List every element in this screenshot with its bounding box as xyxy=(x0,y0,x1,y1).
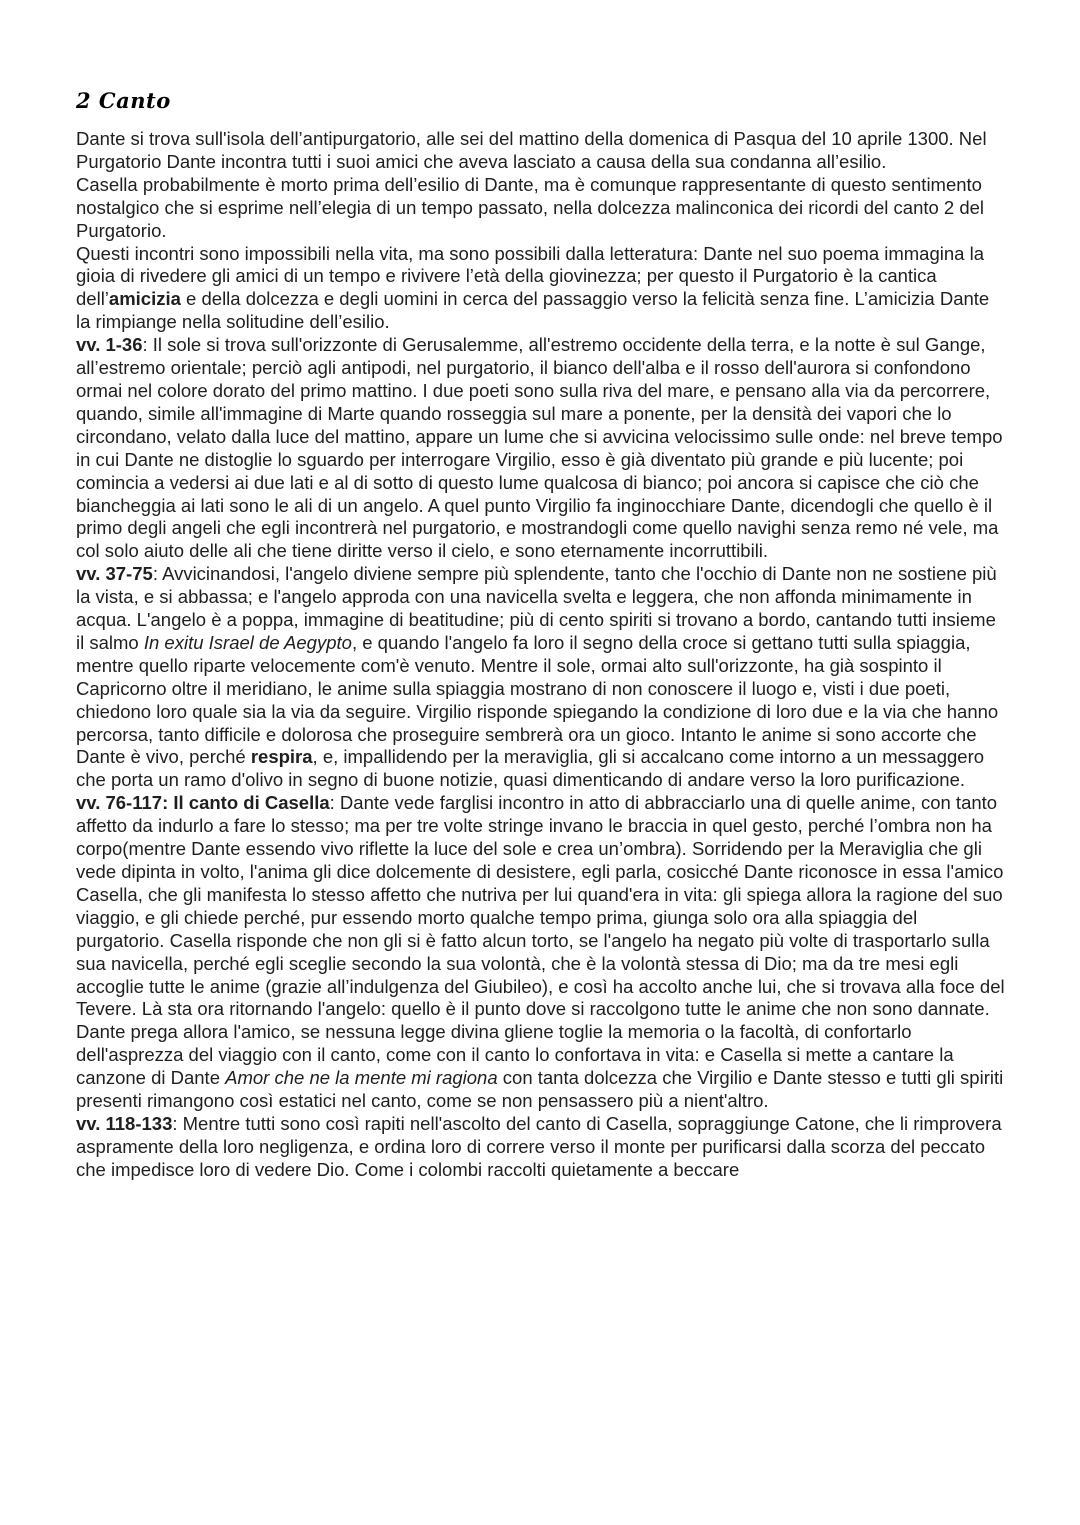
page-title: 2 Canto xyxy=(76,88,171,113)
text-run: , e quando l'angelo fa loro il segno della croce si gettano tutti sulla spiaggia, mentre quello riparte velocemente com'è venuto. Mentre il sole, ormai alto sull'orizzonte, ha già sospinto il Capricorno oltre il meridiano, le anime sulla spiaggia mostrano di non conoscere il luogo e, visti i due poeti, chiedono loro quale sia la via da seguire. Virgilio risponde spiegando la condizione di loro due e la via che hanno percorsa, tanto difficile e dolorosa che proseguire sembrerà ora un gioco. Intanto le anime si sono accorte che Dante è vivo, perché xyxy=(76,631,1004,768)
text-run: : Avvicinandosi, l'angelo diviene sempre più splendente, tanto che l'occhio di Dante non ne sostiene più la vista, e si abbassa; e l'angelo approda con una navicella svelta e leggera, che non affonda minimamente in acqua. L'angelo è a poppa, immagine di beatitudine; più di cento spiriti si trovano a bordo, cantando tutti insieme il salmo xyxy=(76,563,1002,653)
text-run: vv. 118-133 xyxy=(76,1112,173,1134)
paragraph xyxy=(76,128,1007,174)
text-run: , e, impallidendo per la meraviglia, gli si accalcano come intorno a un messaggero che porta un ramo d'olivo in segno di buone notizie, quasi dimenticando di andare verso la loro purificazione. xyxy=(76,746,990,791)
paragraph xyxy=(76,563,1007,792)
text-run: Questi incontri sono impossibili nella vita, ma sono possibili dalla letteratura: Dante nel suo poema immagina la gioia di rivedere gli amici di un tempo e rivivere l’età della giovinezza; per questo il Purgatorio è la cantica dell’ xyxy=(76,242,990,310)
paragraph xyxy=(76,243,1007,335)
text-run: respira xyxy=(250,746,313,768)
text-run: vv. 76-117: Il canto di Casella xyxy=(76,792,330,814)
paragraph xyxy=(76,174,1007,243)
document-body xyxy=(76,128,1010,1182)
text-run: vv. 1-36 xyxy=(76,334,143,356)
text-run: : Dante vede farglisi incontro in atto di abbracciarlo una di quelle anime, con tanto affetto da indurlo a fare lo stesso; ma per tre volte stringe invano le braccia in quel gesto, perché l’ombra non ha corpo(mentre Dante essendo vivo riflette la luce del sole e crea un’ombra). Sorridendo per la Meraviglia che gli vede dipinta in volto, l'anima gli dice dolcemente di desistere, egli parla, cosicché Dante riconosce in essa l'amico Casella, che gli manifesta lo stesso affetto che nutriva per lui quand'era in vita: gli spiega allora la ragione del suo viaggio, e gli chiede perché, pur essendo morto qualche tempo prima, giunga solo ora alla spiaggia del purgatorio. Casella risponde che non gli si è fatto alcun torto, se l'angelo ha negato più volte di trasportarlo sulla sua navicella, perché egli sceglie secondo la sua volontà, che è la volontà stessa di Dio; ma da tre mesi egli accoglie tutte le anime (grazie all’indulgenza del Giubileo), e così ha accolto anche lui, che si trovava alla foce del Tevere. Là sta ora ritornando l'angelo: quello è il punto dove si raccolgono tutte le anime che non sono dannate. Dante prega allora l'amico, se nessuna legge divina gliene toglie la memoria o la facoltà, di confortarlo dell'asprezza del viaggio con il canto, come con il canto lo confortava in vita: e Casella si mette a cantare la canzone di Dante xyxy=(76,792,1010,1089)
text-run: : Mentre tutti sono così rapiti nell'ascolto del canto di Casella, sopraggiunge Catone, che li rimprovera aspramente della loro negligenza, e ordina loro di correre verso il monte per purificarsi dalla scorza del peccato che impedisce loro di vedere Dio. Come i colombi raccolti quietamente a beccare xyxy=(76,1112,1007,1180)
text-run: Dante si trova sull'isola dell’antipurgatorio, alle sei del mattino della domenica di Pasqua del 10 aprile 1300. Nel Purgatorio Dante incontra tutti i suoi amici che aveva lasciato a causa della sua condanna all’esilio. xyxy=(76,128,992,172)
paragraph xyxy=(76,1113,1007,1182)
text-run: Amor che ne la mente mi ragiona xyxy=(225,1067,498,1089)
text-run: e della dolcezza e degli uomini in cerca del passaggio verso la felicità senza fine. L’amicizia Dante la rimpiange nella solitudine dell’esilio. xyxy=(76,288,995,333)
text-run: : Il sole si trova sull'orizzonte di Gerusalemme, all'estremo occidente della terra, e la notte è sul Gange, all’estremo orientale; perciò agli antipodi, nel purgatorio, il bianco dell'alba e il rosso dell'aurora si confondono ormai nel colore dorato del primo mattino. I due poeti sono sulla riva del mare, e pensano alla via da percorrere, quando, simile all'immagine di Marte quando rosseggia sul mare a ponente, per la densità dei vapori che lo circondano, velato dalla luce del mattino, appare un lume che si avvicina velocissimo sulle onde: nel breve tempo in cui Dante ne distoglie lo sguardo per interrogare Virgilio, esso è già diventato più grande e più lucente; poi comincia a vedersi ai due lati e al di sotto di questo lume qualcosa di bianco; poi ancora si capisce che ciò che biancheggia ai lati sono le ali di un angelo. A quel punto Virgilio fa inginocchiare Dante, dicendogli che quello è il primo degli angeli che egli incontrerà nel purgatorio, e mostrandogli come quello navighi senza remo né vele, ma col solo aiuto delle ali che tiene diritte verso il cielo, e sono eternamente incorruttibili. xyxy=(76,334,1008,562)
text-run: Casella probabilmente è morto prima dell’esilio di Dante, ma è comunque rappresentante di questo sentimento nostalgico che si esprime nell’elegia di un tempo passato, nella dolcezza malinconica dei ricordi del canto 2 del Purgatorio. xyxy=(76,173,990,241)
paragraph xyxy=(76,792,1010,1113)
text-run: In exitu Israel de Aegypto xyxy=(143,631,352,653)
text-run: con tanta dolcezza che Virgilio e Dante stesso e tutti gli spiriti presenti rimangono così estatici nel canto, come se non pensassero più a nient'altro. xyxy=(76,1067,1009,1112)
text-run: vv. 37-75 xyxy=(76,563,153,585)
text-run: amicizia xyxy=(108,288,181,310)
paragraph xyxy=(76,334,1007,563)
